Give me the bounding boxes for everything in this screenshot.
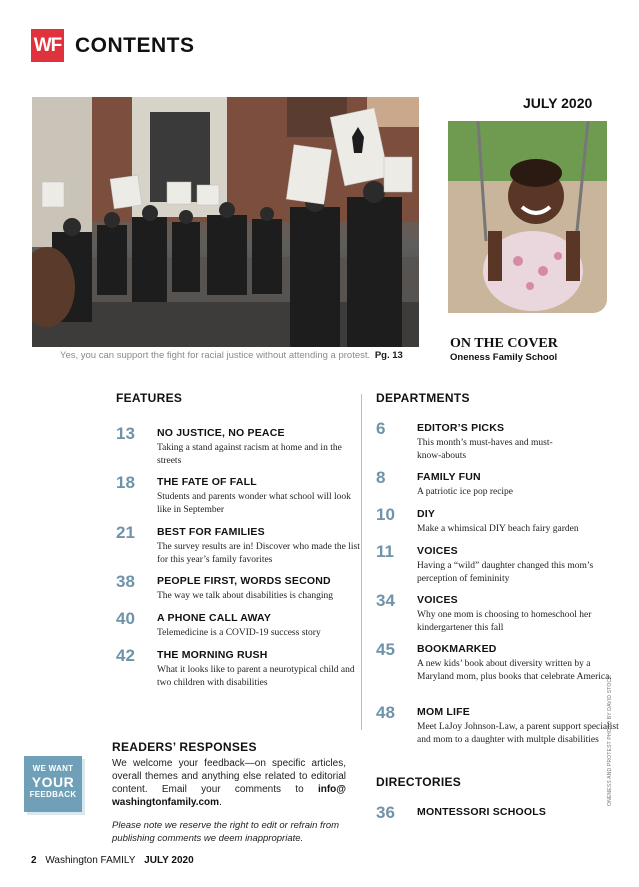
entry-desc: Having a “wild” daughter changed this mom’s perception of femininity xyxy=(417,561,594,584)
entry-title: MOM LIFE xyxy=(417,706,470,718)
readers-note: Please note we reserve the right to edit or refrain from publishing comments we deem inappropriate. xyxy=(112,820,340,844)
feedback-email-link[interactable]: info@ washingtonfamily.com xyxy=(112,784,347,808)
entry-page: 38 xyxy=(116,572,135,591)
entry-page: 8 xyxy=(376,468,386,487)
entry-title: BEST FOR FAMILIES xyxy=(157,526,265,538)
column-divider xyxy=(361,394,362,730)
entry-desc: Why one mom is choosing to homeschool her kindergartener this fall xyxy=(417,610,592,633)
directories-heading: DIRECTORIES xyxy=(376,775,462,789)
entry-page: 48 xyxy=(376,703,395,722)
entry-desc: Students and parents wonder what school will look like in September xyxy=(157,492,351,515)
cover-photo-art xyxy=(448,121,607,313)
readers-body-text: We welcome your feedback—on specific articles, overall themes and anything else related to editorial content. Email your comments to xyxy=(112,758,346,795)
readers-body-end: . xyxy=(219,797,222,808)
issue-date: JULY 2020 xyxy=(523,95,593,111)
entry-page: 36 xyxy=(376,803,395,822)
entry-page: 42 xyxy=(116,646,135,665)
protest-photo-art xyxy=(32,97,419,347)
footer-date: JULY 2020 xyxy=(144,855,194,866)
features-heading: FEATURES xyxy=(116,391,183,405)
entry-title: VOICES xyxy=(417,545,458,557)
entry-title: VOICES xyxy=(417,594,458,606)
cover-subheading: Oneness Family School xyxy=(450,352,558,363)
badge-line-2: YOUR xyxy=(31,774,75,790)
entry-page: 18 xyxy=(116,473,135,492)
entry-title: NO JUSTICE, NO PEACE xyxy=(157,427,285,439)
page-title: CONTENTS xyxy=(75,34,195,57)
footer-page-number: 2 xyxy=(31,855,37,866)
entry-page: 45 xyxy=(376,640,395,659)
entry-page: 6 xyxy=(376,419,386,438)
child-swing-photo-icon xyxy=(448,121,607,313)
entry-title: DIY xyxy=(417,508,436,520)
entry-desc: What it looks like to parent a neurotypical child and two children with disabilities xyxy=(157,665,355,688)
entry-title: BOOKMARKED xyxy=(417,643,497,655)
entry-title: THE FATE OF FALL xyxy=(157,476,257,488)
entry-page: 21 xyxy=(116,523,135,542)
entry-page: 10 xyxy=(376,505,395,524)
entry-title: EDITOR’S PICKS xyxy=(417,422,505,434)
entry-desc: This month’s must-haves and must-know-abouts xyxy=(417,438,553,461)
protest-photo-icon xyxy=(32,97,419,347)
page-footer xyxy=(31,855,194,866)
departments-heading: DEPARTMENTS xyxy=(376,391,470,405)
photo-credit: ONENESS AND PROTEST PHOTO BY DAVID STOCK xyxy=(607,675,613,806)
readers-heading: READERS’ RESPONSES xyxy=(112,740,257,754)
badge-line-3: FEEDBACK xyxy=(29,790,77,799)
entry-page: 11 xyxy=(376,542,394,561)
footer-publication: Washington FAMILY xyxy=(45,855,136,866)
entry-desc: The way we talk about disabilities is changing xyxy=(157,591,333,601)
entry-desc: A new kids’ book about diversity written by a Maryland mom, plus books that celebrate America. xyxy=(417,659,612,682)
entry-desc: The survey results are in! Discover who made the list for this year’s family favorites xyxy=(157,542,360,565)
entry-title: PEOPLE FIRST, WORDS SECOND xyxy=(157,575,331,587)
entry-desc: Make a whimsical DIY beach fairy garden xyxy=(417,524,579,534)
entry-title: FAMILY FUN xyxy=(417,471,481,483)
entry-page: 40 xyxy=(116,609,135,628)
entry-page: 34 xyxy=(376,591,395,610)
entry-title: THE MORNING RUSH xyxy=(157,649,268,661)
entry-desc: Meet LaJoy Johnson-Law, a parent support specialist and mom to a daughter with multple disabilities xyxy=(417,722,619,745)
photo-caption-page: Pg. 13 xyxy=(374,350,403,361)
entry-desc: A patriotic ice pop recipe xyxy=(417,487,514,497)
entry-page: 13 xyxy=(116,424,135,443)
photo-caption xyxy=(60,350,403,361)
cover-heading: ON THE COVER xyxy=(450,336,558,351)
wf-logo: WF xyxy=(31,29,64,62)
entry-desc: Telemedicine is a COVID-19 success story xyxy=(157,628,321,638)
photo-caption-text: Yes, you can support the fight for racial justice without attending a protest. xyxy=(60,350,371,361)
entry-title: MONTESSORI SCHOOLS xyxy=(417,806,547,818)
badge-line-1: WE WANT xyxy=(32,764,74,773)
feedback-badge xyxy=(24,756,82,812)
entry-title: A PHONE CALL AWAY xyxy=(157,612,272,624)
entry-desc: Taking a stand against racism at home and in the streets xyxy=(157,443,342,466)
readers-body xyxy=(112,757,346,809)
